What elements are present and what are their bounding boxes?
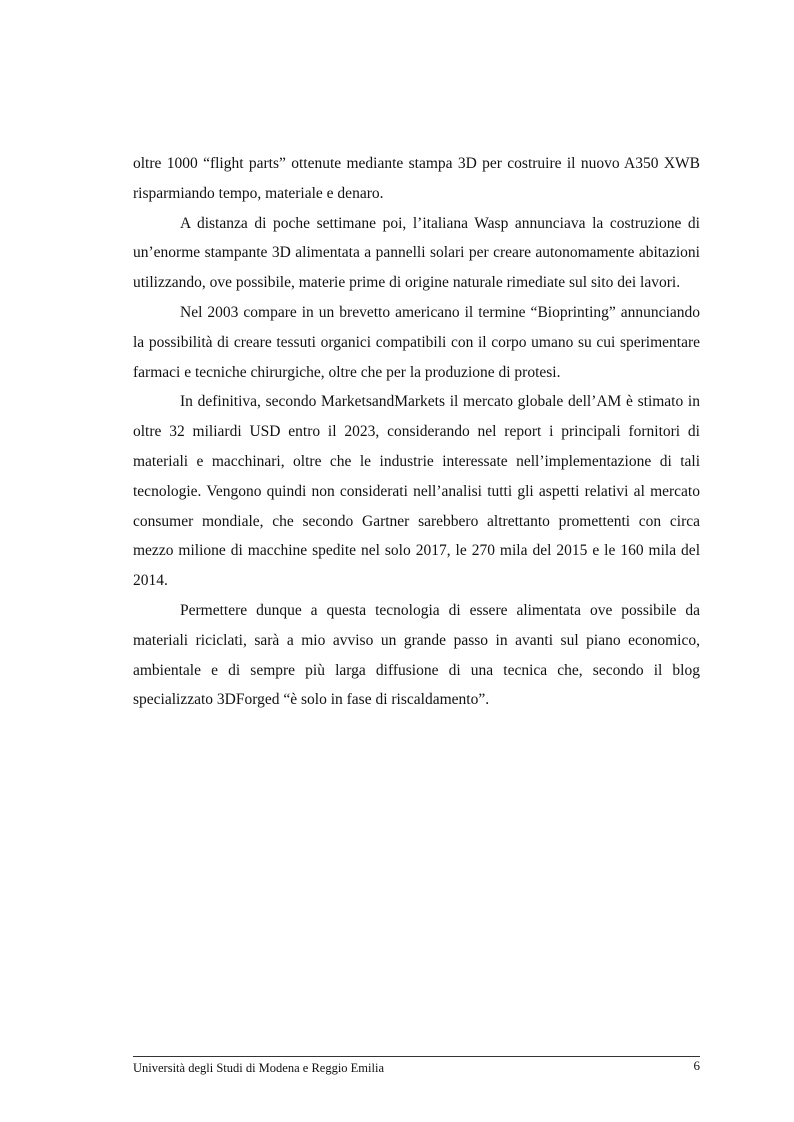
paragraph-continuation: oltre 1000 “flight parts” ottenute mediante stampa 3D per costruire il nuovo A350 XWB risparmiando tempo, materiale e denaro. [133,155,700,202]
page-number: 6 [693,1058,700,1073]
paragraph-conclusion: Permettere dunque a questa tecnologia di essere alimentata ove possibile da materiali riciclati, sarà a mio avviso un grande passo in avanti sul piano economico, ambientale e di sempre più larga diffusione di una tecnica che, secondo il blog specializzato 3DForged “è solo in fase di riscaldamento”. [133,601,700,709]
paragraph-wasp: A distanza di poche settimane poi, l’italiana Wasp annunciava la costruzione di un’enorme stampante 3D alimentata a pannelli solari per creare autonomamente abitazioni utilizzando, ove possibile, materie prime di origine naturale rimediate sul sito dei lavori. [133,214,700,292]
body-text [133,149,700,715]
paragraph-market: In definitiva, secondo MarketsandMarkets il mercato globale dell’AM è stimato in oltre 32 miliardi USD entro il 2023, considerando nel report i principali fornitori di materiali e macchinari, oltre che le industrie interessate nell’implementazione di tali tecnologie. Vengono quindi non considerati nell’analisi tutti gli aspetti relativi al mercato consumer mondiale, che secondo Gartner sarebbero altrettanto promettenti con circa mezzo milione di macchine spedite nel solo 2017, le 270 mila del 2015 e le 160 mila del 2014. [133,393,700,590]
footer-divider [133,1056,700,1057]
footer-university: Università degli Studi di Modena e Reggio Emilia [133,1061,385,1075]
paragraph-bioprinting: Nel 2003 compare in un brevetto americano il termine “Bioprinting” annunciando la possibilità di creare tessuti organici compatibili con il corpo umano su cui sperimentare farmaci e tecniche chirurgiche, oltre che per la produzione di protesi. [133,303,700,381]
